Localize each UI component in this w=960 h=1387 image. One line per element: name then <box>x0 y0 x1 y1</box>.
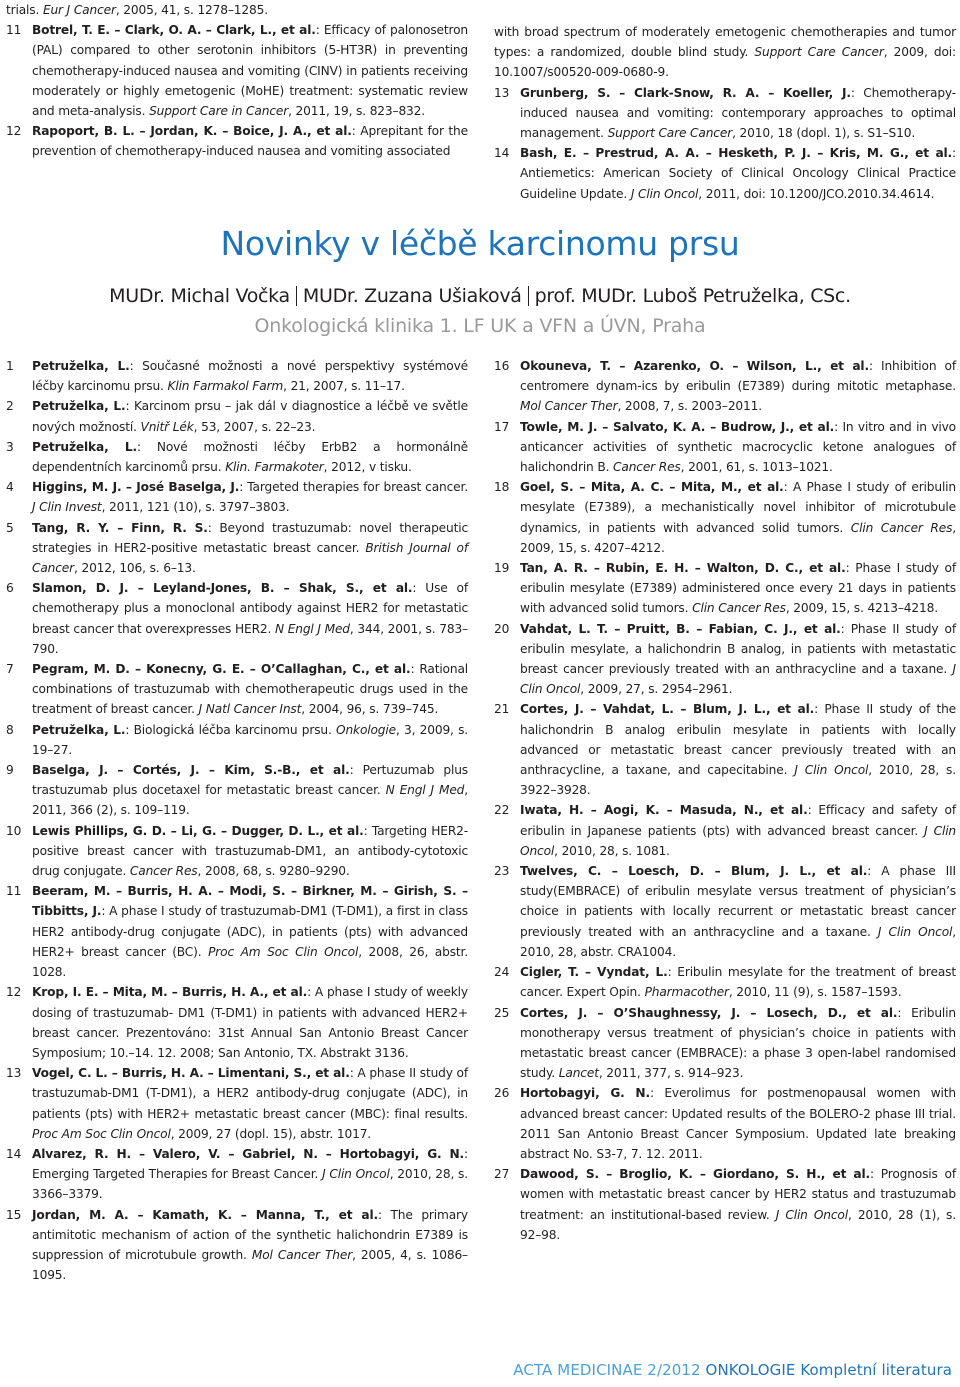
reference-segment: , 2011, 377, s. 914–923. <box>598 1066 744 1081</box>
reference-segment: , 2012, 106, s. 6–13. <box>74 561 196 576</box>
reference-number: 20 <box>494 621 510 636</box>
reference-segment: , 21, 2007, s. 11–17. <box>283 379 405 394</box>
reference-segment: : Targeted therapies for breast cancer. <box>239 480 468 495</box>
reference-item <box>6 1144 468 1205</box>
reference-item <box>494 477 956 558</box>
reference-item <box>494 962 956 1002</box>
reference-item <box>6 437 468 477</box>
reference-segment: : Rational combinations of trastuzumab with chemotherapeutic drugs used in the treatment of breast cancer. <box>32 662 468 717</box>
reference-segment: , 2008, 68, s. 9280–9290. <box>197 864 350 879</box>
reference-segment: , 2010, 11 (9), s. 1587–1593. <box>728 985 902 1000</box>
reference-number: 9 <box>6 763 14 778</box>
reference-segment: : Nové možnosti léčby ErbB2 a hormonálně dependentních karcinomů prsu. <box>32 439 468 475</box>
references-bottom-left <box>6 356 468 1285</box>
reference-journal: J Clin Oncol <box>322 1167 390 1182</box>
reference-authors: Towle, M. J. – Salvato, K. A. – Budrow, J., et al. <box>520 419 835 434</box>
reference-segment: : Současné možnosti a nové perspektivy systémové léčby karcinomu prsu. <box>32 359 469 394</box>
reference-number: 22 <box>494 803 510 818</box>
reference-number: 16 <box>494 359 510 373</box>
reference-item <box>494 1083 956 1164</box>
article-title: Novinky v léčbě karcinomu prsu <box>220 224 740 263</box>
reference-number: 1 <box>6 359 14 373</box>
reference-segment: : Eribulin monotherapy versus treatment of physician’s choice in patients with metastatic breast cancer (EMBRACE): a phase 3 open-label randomised study. <box>520 1005 956 1081</box>
reference-authors: Pegram, M. D. – Konecny, G. E. – O’Callaghan, C., et al. <box>32 662 411 677</box>
reference-item <box>494 619 956 700</box>
reference-segment: : Phase II study of eribulin mesylate, a halichondrin B analog, in patients with metastatic breast cancer previously treated with an anthracycline and a taxane. <box>520 621 956 677</box>
reference-authors: Lewis Phillips, G. D. – Li, G. – Dugger, D. L., et al. <box>32 823 364 838</box>
reference-segment: , 2010, 28, s. 1081. <box>554 843 670 858</box>
reference-journal: Vnitř Lék <box>140 419 194 434</box>
reference-authors: Petruželka, L. <box>32 399 126 414</box>
reference-segment: : In vitro and in vivo anticancer activities of synthetic macrocyclic ketone analogues of halichondrin B. <box>520 419 956 475</box>
reference-journal: Support Care Cancer <box>754 45 884 60</box>
reference-segment: : Emerging Targeted Therapies for Breast Cancer. <box>32 1146 468 1182</box>
reference-number: 18 <box>494 480 510 495</box>
reference-segment: , 2010, 28, s. 3922–3928. <box>520 763 956 798</box>
reference-journal: J Clin Oncol <box>794 763 869 778</box>
reference-segment: , 2009, 15, s. 4213–4218. <box>785 601 938 616</box>
reference-text <box>32 518 468 579</box>
reference-segment: : A phase III study(EMBRACE) of eribulin mesylate versus treatment of physician’s choice in patients with locally recurrent or metastatic breast cancer previously treated with an anthracycline and a taxane. <box>520 864 956 939</box>
reference-number: 4 <box>6 480 14 495</box>
reference-segment: : Karcinom prsu – jak dál v diagnostice a léčbě ve světle nových možností. <box>32 399 468 434</box>
reference-number: 12 <box>6 124 22 139</box>
reference-authors: Cortes, J. – O’Shaughnessy, J. – Losech, D., et al. <box>520 1005 898 1020</box>
reference-text <box>520 619 956 700</box>
author-1: MUDr. Michal Vočka <box>109 285 290 307</box>
reference-authors: Hortobagyi, G. N. <box>520 1086 650 1101</box>
reference-journal: J Clin Oncol <box>520 823 957 858</box>
reference-number: 15 <box>6 1207 22 1222</box>
reference-number: 7 <box>6 662 14 677</box>
reference-journal: British Journal of Cancer <box>32 540 468 576</box>
reference-number: 5 <box>6 520 14 535</box>
reference-text <box>520 1003 956 1084</box>
reference-item <box>6 0 468 20</box>
reference-segment: : Use of chemotherapy plus a monoclonal antibody against HER2 for metastatic breast cancer that overexpresses HER2. <box>32 581 469 636</box>
reference-segment: : Beyond trastuzumab: novel therapeutic strategies in HER2-positive metastatic breast cancer. <box>32 520 468 555</box>
reference-segment: : Aprepitant for the prevention of chemotherapy-induced nausea and vomiting associated <box>32 124 468 159</box>
reference-segment: , 2008, 26, abstr. 1028. <box>32 944 468 980</box>
reference-authors: Rapoport, B. L. – Jordan, K. – Boice, J. A., et al. <box>32 124 352 139</box>
reference-number: 17 <box>494 419 510 434</box>
reference-authors: Slamon, D. J. – Leyland-Jones, B. – Shak, S., et al. <box>32 581 413 596</box>
footer-journal: ACTA MEDICINAE 2/2012 <box>513 1361 701 1379</box>
reference-item <box>6 396 468 436</box>
footer-section: ONKOLOGIE <box>705 1361 796 1379</box>
reference-journal: Onkologie <box>336 722 396 737</box>
author-3: prof. MUDr. Luboš Petruželka, CSc. <box>534 285 851 307</box>
affiliation: Onkologická klinika 1. LF UK a VFN a ÚVN, Praha <box>254 315 706 337</box>
reference-journal: Lancet <box>558 1066 599 1081</box>
reference-segment: : Antiemetics: American Society of Clinical Oncology Clinical Practice Guideline Update. <box>520 146 956 201</box>
author-2: MUDr. Zuzana Ušiaková <box>302 285 522 307</box>
reference-segment: : Targeting HER2-positive breast cancer with trastuzumab-DM1, an antibody-cytotoxic drug conjugate. <box>32 823 468 879</box>
reference-segment: , 2011, 121 (10), s. 3797–3803. <box>101 500 290 515</box>
reference-journal: Eur J Cancer <box>42 3 116 17</box>
reference-segment: : A Phase I study of eribulin mesylate (E7389), a mechanistically novel inhibitor of microtubule dynamics, in patients with advanced solid tumors. <box>520 480 956 535</box>
reference-item <box>6 760 468 821</box>
reference-text <box>32 881 468 982</box>
reference-authors: Petruželka, L. <box>32 722 126 737</box>
reference-segment: , 2012, v tisku. <box>323 460 412 475</box>
reference-text <box>32 760 468 821</box>
reference-segment: , 2005, 41, s. 1278–1285. <box>115 3 268 17</box>
reference-text <box>520 1164 956 1245</box>
reference-text <box>32 1144 468 1205</box>
reference-item <box>494 417 956 478</box>
reference-journal: Clin Cancer Res <box>850 520 953 535</box>
reference-text <box>32 659 468 720</box>
reference-segment: trials. <box>6 3 43 17</box>
reference-text <box>494 22 956 83</box>
reference-authors: Tan, A. R. – Rubin, E. H. – Walton, D. C., et al. <box>520 561 846 576</box>
reference-text <box>520 1083 956 1164</box>
reference-number: 2 <box>6 399 14 414</box>
reference-segment: , 2009, doi: 10.1007/s00520-009-0680-9. <box>494 45 956 80</box>
reference-journal: Klin Farmakol Farm <box>167 379 284 394</box>
reference-item <box>494 558 956 619</box>
reference-journal: Proc Am Soc Clin Oncol <box>208 944 359 959</box>
reference-number: 3 <box>6 439 14 454</box>
reference-segment: : Efficacy of palonosetron (PAL) compared to other serotonin inhibitors (5-HT3R) in preventing chemotherapy-induced nausea and vomiting (CINV) in patients receiving moderately or highly emetogenic (MoHE) treatment: systematic review and meta-analysis. <box>32 23 468 119</box>
reference-text <box>520 962 956 1002</box>
reference-item <box>6 1063 468 1144</box>
reference-segment: : Everolimus for postmenopausal women with advanced breast cancer: Updated results of the BOLERO-2 phase III trial. 2011 San Antonio Breast Cancer Symposium. Updated late breaking abstract No. S3-7, 7. 12. 2011. <box>520 1086 956 1161</box>
reference-authors: Botrel, T. E. – Clark, O. A. – Clark, L., et al. <box>32 23 316 38</box>
reference-authors: Krop, I. E. – Mita, M. – Burris, H. A., et al. <box>32 985 308 1000</box>
reference-number: 8 <box>6 722 14 737</box>
reference-text <box>6 0 468 20</box>
reference-segment: : Phase II study of the halichondrin B analog eribulin mesylate in patients with locally advanced or metastatic breast cancer previously treated with an anthracycline, a taxane, and capecitabine. <box>520 702 956 778</box>
reference-item <box>494 800 956 861</box>
reference-text <box>520 83 956 144</box>
reference-authors: Beeram, M. – Burris, H. A. – Modi, S. – Birkner, M. – Girish, S. – Tibbitts, J. <box>32 884 468 919</box>
reference-segment: : Prognosis of women with metastatic breast cancer by HER2 status and trastuzumab treatment: an institutional-based review. <box>520 1167 956 1222</box>
reference-authors: Bash, E. – Prestrud, A. A. – Hesketh, P. J. – Kris, M. G., et al. <box>520 146 953 161</box>
reference-item <box>494 83 956 144</box>
reference-authors: Baselga, J. – Cortés, J. – Kim, S.-B., et al. <box>32 763 350 778</box>
reference-number: 21 <box>494 702 510 717</box>
reference-item <box>494 1164 956 1245</box>
reference-journal: Klin. Farmakoter <box>225 460 324 475</box>
reference-item <box>6 578 468 659</box>
reference-number: 14 <box>6 1146 22 1161</box>
reference-text <box>32 982 468 1063</box>
reference-segment: , 3, 2009, s. 19–27. <box>32 722 469 757</box>
reference-text <box>32 356 468 396</box>
reference-text <box>32 1205 468 1286</box>
reference-text <box>520 417 956 478</box>
reference-journal: Mol Cancer Ther <box>251 1247 353 1262</box>
reference-number: 12 <box>6 985 22 1000</box>
reference-segment: : A phase I study of weekly dosing of trastuzumab- DM1 (T-DM1) in patients with advanced HER2+ breast cancer. Prezentováno: 31st Annual San Antonio Breast Cancer Symposium; 10.–14. 12. 2008; San Antonio, TX. Abstrakt 3136. <box>32 985 468 1060</box>
reference-segment: , 53, 2007, s. 22–23. <box>193 419 316 434</box>
reference-item <box>494 699 956 800</box>
reference-item <box>494 861 956 962</box>
reference-text <box>32 396 468 436</box>
reference-text <box>32 20 468 121</box>
reference-authors: Okouneva, T. – Azarenko, O. – Wilson, L., et al. <box>520 359 869 373</box>
reference-item <box>494 143 956 204</box>
reference-segment: with broad spectrum of moderately emetogenic chemotherapies and tumor types: a randomized, double blind study. <box>494 25 956 60</box>
reference-authors: Iwata, H. – Aogi, K. – Masuda, N., et al. <box>520 803 808 818</box>
reference-item <box>6 477 468 517</box>
reference-text <box>32 720 468 760</box>
reference-authors: Petruželka, L. <box>32 439 137 454</box>
reference-item <box>6 518 468 579</box>
reference-number: 23 <box>494 864 510 879</box>
reference-journal: J Clin Invest <box>32 500 102 515</box>
reference-number: 13 <box>6 1066 22 1081</box>
reference-text <box>520 356 956 417</box>
reference-authors: Petruželka, L. <box>32 359 130 373</box>
reference-authors: Higgins, M. J. – José Baselga, J. <box>32 480 240 495</box>
reference-number: 26 <box>494 1086 510 1101</box>
reference-item <box>6 659 468 720</box>
reference-text <box>520 477 956 558</box>
reference-number: 24 <box>494 965 510 980</box>
reference-journal: J Clin Oncol <box>630 186 699 201</box>
reference-authors: Dawood, S. – Broglio, K. – Giordano, S. H., et al. <box>520 1167 870 1182</box>
reference-item <box>494 22 956 83</box>
reference-segment: , 2004, 96, s. 739–745. <box>301 702 439 717</box>
reference-segment: , 2011, 19, s. 823–832. <box>288 104 425 119</box>
footer-label: Kompletní literatura <box>800 1361 952 1379</box>
reference-item <box>494 356 956 417</box>
reference-authors: Tang, R. Y. – Finn, R. S. <box>32 520 208 535</box>
reference-segment: , 2011, doi: 10.1200/JCO.2010.34.4614. <box>698 186 935 201</box>
reference-authors: Grunberg, S. – Clark-Snow, R. A. – Koeller, J. <box>520 85 851 100</box>
reference-item <box>6 982 468 1063</box>
reference-segment: , 2009, 27, s. 2954–2961. <box>580 682 733 697</box>
reference-segment: , 2011, 366 (2), s. 109–119. <box>32 783 468 818</box>
reference-journal: N Engl J Med <box>274 621 350 636</box>
author-separator <box>528 286 529 306</box>
reference-authors: Twelves, C. – Loesch, D. – Blum, J. L., et al. <box>520 864 868 879</box>
reference-journal: Support Care in Cancer <box>149 104 289 119</box>
references-top-right <box>494 22 956 204</box>
reference-segment: : Phase I study of eribulin mesylate (E7389) administered once every 21 days in patients with advanced solid tumors. <box>520 561 956 616</box>
reference-journal: Clin Cancer Res <box>692 601 786 616</box>
reference-number: 13 <box>494 85 510 100</box>
reference-journal: Pharmacother <box>644 985 729 1000</box>
reference-item <box>6 881 468 982</box>
reference-authors: Alvarez, R. H. – Valero, V. – Gabriel, N. – Hortobagyi, G. N. <box>32 1146 465 1161</box>
reference-segment: : Efficacy and safety of eribulin in Japanese patients (pts) with advanced breast cancer. <box>520 803 957 838</box>
reference-segment: : The primary antimitotic mechanism of action of the synthetic halichondrin E7389 is suppression of microtubule growth. <box>32 1207 468 1262</box>
reference-journal: Mol Cancer Ther <box>520 399 618 414</box>
reference-text <box>520 861 956 962</box>
reference-number: 27 <box>494 1167 510 1182</box>
references-bottom-right <box>494 356 956 1245</box>
reference-segment: , 2010, 18 (dopl. 1), s. S1–S10. <box>732 126 916 141</box>
reference-segment: : Chemotherapy-induced nausea and vomiting: contemporary approaches to optimal management. <box>520 85 956 141</box>
reference-authors: Cortes, J. – Vahdat, L. – Blum, J. L., et al. <box>520 702 815 717</box>
reference-text <box>520 699 956 800</box>
reference-segment: : Inhibition of centromere dynam-ics by eribulin (E7389) during mitotic metaphase. <box>520 359 956 394</box>
reference-journal: J Natl Cancer Inst <box>198 702 302 717</box>
reference-segment: , 344, 2001, s. 783–790. <box>32 621 468 656</box>
reference-text <box>32 477 468 517</box>
page-footer <box>513 1361 952 1379</box>
reference-text <box>520 800 956 861</box>
references-top-left <box>6 0 468 162</box>
reference-journal: Support Care Cancer <box>607 126 733 141</box>
reference-item <box>6 1205 468 1286</box>
reference-segment: , 2010, 28, s. 3366–3379. <box>32 1167 468 1202</box>
reference-journal: N Engl J Med <box>385 783 465 798</box>
reference-segment: : Eribulin mesylate for the treatment of breast cancer. Expert Opin. <box>520 965 956 1000</box>
reference-segment: : Biologická léčba karcinomu prsu. <box>125 722 337 737</box>
reference-number: 11 <box>6 884 22 899</box>
reference-segment: , 2001, 61, s. 1013–1021. <box>680 460 833 475</box>
reference-authors: Goel, S. – Mita, A. C. – Mita, M., et al. <box>520 480 784 495</box>
reference-text <box>32 1063 468 1144</box>
reference-text <box>32 821 468 882</box>
reference-segment: : A phase I study of trastuzumab-DM1 (T-DM1), a first in class HER2 antibody-drug conjugate (ADC), in patients (pts) with advanced HER2+ breast cancer (BC). <box>32 904 468 959</box>
reference-journal: J Clin Oncol <box>520 662 956 697</box>
reference-journal: Cancer Res <box>129 864 198 879</box>
reference-segment: : Pertuzumab plus trastuzumab plus docetaxel for metastatic breast cancer. <box>32 763 468 798</box>
reference-text <box>32 578 468 659</box>
reference-journal: Cancer Res <box>613 460 681 475</box>
reference-segment: , 2009, 27 (dopl. 15), abstr. 1017. <box>170 1126 372 1141</box>
reference-item <box>6 121 468 161</box>
reference-text <box>32 121 468 161</box>
reference-segment: , 2010, 28 (1), s. 92–98. <box>520 1207 956 1242</box>
reference-segment: , 2005, 4, s. 1086–1095. <box>32 1247 468 1283</box>
reference-authors: Cigler, T. – Vyndat, L. <box>520 965 668 980</box>
reference-item <box>6 356 468 396</box>
reference-segment: , 2008, 7, s. 2003–2011. <box>617 399 762 414</box>
reference-item <box>6 720 468 760</box>
reference-segment: : A phase II study of trastuzumab-DM1 (T-DM1), a HER2 antibody-drug conjugate (ADC), in patients (pts) with HER2+ metastatic breast cancer (MBC): final results. <box>32 1066 468 1121</box>
reference-authors: Vahdat, L. T. – Pruitt, B. – Fabian, C. J., et al. <box>520 621 841 636</box>
reference-item <box>6 20 468 121</box>
reference-journal: J Clin Oncol <box>775 1207 848 1222</box>
reference-segment: , 2010, 28, abstr. CRA1004. <box>520 924 956 959</box>
reference-text <box>32 437 468 477</box>
reference-segment: , 2009, 15, s. 4207–4212. <box>520 520 957 555</box>
reference-number: 11 <box>6 23 22 38</box>
reference-item <box>6 821 468 882</box>
reference-text <box>520 143 956 204</box>
reference-text <box>520 558 956 619</box>
reference-number: 19 <box>494 561 510 576</box>
author-line <box>0 285 960 307</box>
author-separator <box>296 286 297 306</box>
reference-number: 10 <box>6 823 22 838</box>
reference-item <box>494 1003 956 1084</box>
reference-number: 25 <box>494 1005 510 1020</box>
reference-journal: J Clin Oncol <box>877 924 953 939</box>
reference-journal: Proc Am Soc Clin Oncol <box>32 1126 171 1141</box>
reference-number: 14 <box>494 146 510 161</box>
reference-number: 6 <box>6 581 14 596</box>
reference-authors: Jordan, M. A. – Kamath, K. – Manna, T., et al. <box>32 1207 378 1222</box>
reference-authors: Vogel, C. L. – Burris, H. A. – Limentani, S., et al. <box>32 1066 350 1081</box>
